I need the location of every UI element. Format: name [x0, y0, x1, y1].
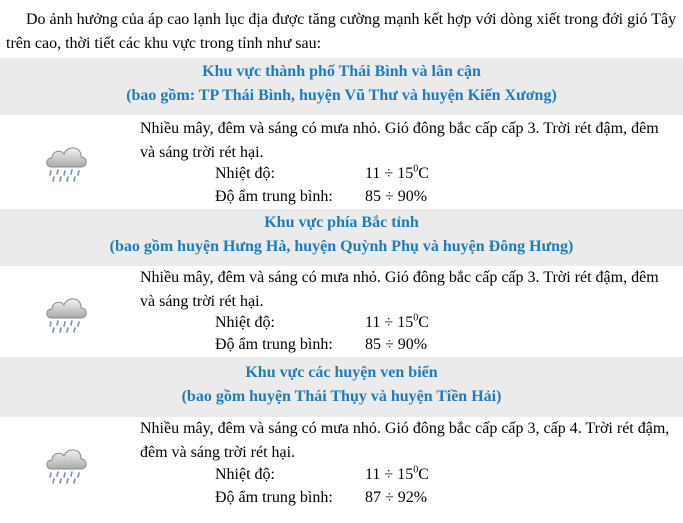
intro-paragraph [0, 0, 683, 58]
temperature-value: $11 \div 15^0C$ [365, 464, 429, 483]
humidity-label: Độ ẩm trung bình: [215, 188, 333, 205]
region-header-thai-binh-city [0, 58, 683, 115]
region-body-north [0, 266, 683, 357]
region-title: Khu vực các huyện ven biển [245, 364, 438, 381]
region-subtitle: (bao gồm: TP Thái Bình, huyện Vũ Thư và huyện Kiến Xương) [126, 87, 557, 104]
temperature-value: $11 \div 15^0C$ [365, 312, 429, 331]
rain-cloud-icon [42, 288, 90, 336]
temperature-label: Nhiệt độ: [215, 466, 275, 483]
temperature-label: Nhiệt độ: [215, 314, 275, 331]
humidity-value: 85 ÷ 90% [365, 336, 428, 353]
humidity-label: Độ ẩm trung bình: [215, 489, 333, 506]
region-body-coastal [0, 417, 683, 523]
region-title: Khu vực phía Bắc tỉnh [264, 214, 419, 231]
temperature-value: $11 \div 15^0C$ [365, 163, 429, 182]
rain-cloud-icon [42, 439, 90, 487]
region-description: Nhiều mây, đêm và sáng có mưa nhỏ. Gió đông bắc cấp cấp 3. Trời rét đậm, đêm và sáng trời rét hại. [140, 120, 659, 161]
humidity-label: Độ ẩm trung bình: [215, 336, 333, 353]
humidity-row [215, 185, 428, 209]
temperature-row [215, 463, 429, 487]
humidity-row [215, 486, 428, 510]
humidity-row [215, 333, 428, 357]
region-body-thai-binh-city [0, 115, 683, 209]
humidity-value: 87 ÷ 92% [365, 489, 428, 506]
region-subtitle: (bao gồm huyện Thái Thụy và huyện Tiền Hải) [181, 388, 502, 405]
region-header-coastal [0, 357, 683, 417]
humidity-value: 85 ÷ 90% [365, 188, 428, 205]
temperature-label: Nhiệt độ: [215, 165, 275, 182]
rain-cloud-icon [42, 137, 90, 185]
intro-text: Do ảnh hưởng của áp cao lạnh lục địa được tăng cường mạnh kết hợp với dòng xiết trong đới gió Tây trên cao, thời tiết các khu vực trong tỉnh như sau: [6, 11, 677, 52]
temperature-row [215, 311, 429, 335]
region-description: Nhiều mây, đêm và sáng có mưa nhỏ. Gió đông bắc cấp cấp 3. Trời rét đậm, đêm và sáng trời rét hại. [140, 269, 659, 310]
region-description: Nhiều mây, đêm và sáng có mưa nhỏ. Gió đông bắc cấp cấp 3, cấp 4. Trời rét đậm, đêm và sáng trời rét hại. [140, 420, 670, 461]
region-title: Khu vực thành phố Thái Bình và lân cận [202, 63, 481, 80]
region-subtitle: (bao gồm huyện Hưng Hà, huyện Quỳnh Phụ và huyện Đông Hưng) [109, 238, 574, 255]
temperature-row [215, 162, 429, 186]
region-header-north [0, 209, 683, 266]
